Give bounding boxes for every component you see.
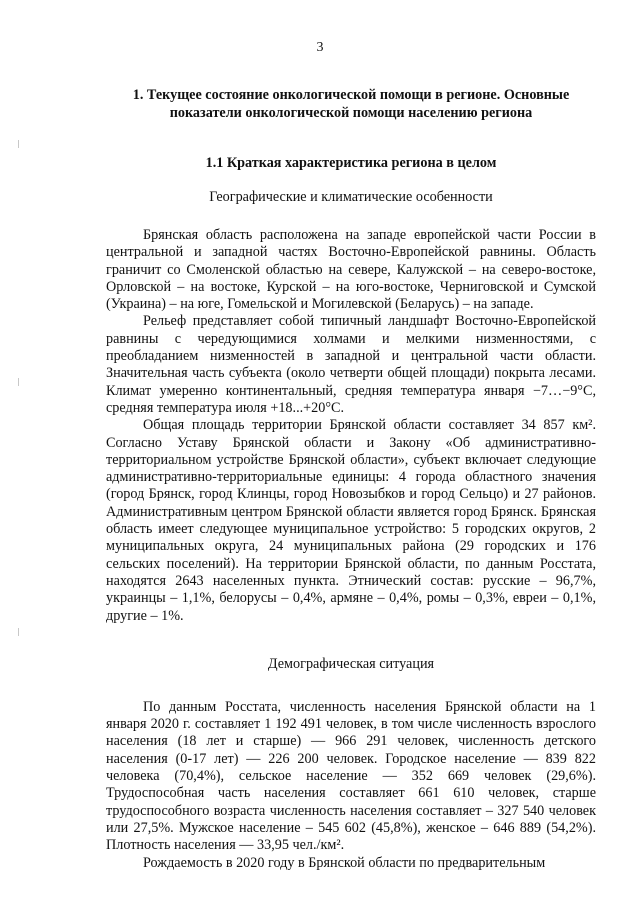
page-number: 3 — [316, 40, 324, 55]
subsection-title: 1.1 Краткая характеристика региона в целом — [205, 155, 497, 171]
geo-heading: Географические и климатические особенности — [209, 189, 493, 205]
geo-paragraph-3: Общая площадь территории Брянской области составляет 34 857 км². Согласно Уставу Брянской области и Закону «Об административно-территориальном устройстве Брянской области», субъект включает следующие административно-территориальные единицы: 4 города областного значения (город Брянск, город Клинцы, город Новозыбков и город Сельцо) и 27 районов. Административным центром Брянской области является город Брянск. Брянская область имеет следующее муниципальное устройство: 5 городских округов, 2 муниципальных округа, 24 муниципальных района (29 городских и 176 сельских поселений). На территории Брянской области, по данным Росстата, находятся 2643 населенных пункта. Этнический состав: русские – 96,7%, украинцы – 1,1%, белорусы – 0,4%, армяне – 0,4%, ромы – 0,3%, евреи – 0,1%, другие – 1%. — [106, 417, 596, 624]
demo-heading: Демографическая ситуация — [267, 655, 435, 672]
section-title: 1. Текущее состояние онкологической помощи в регионе. Основные показатели онкологической помощи населению региона — [132, 87, 570, 121]
demo-paragraph-2: Рождаемость в 2020 году в Брянской области по предварительным — [143, 854, 546, 871]
geo-paragraph-1: Брянская область расположена на западе европейской части России в центральной и западной частях Восточно-Европейской равнины. Область граничит со Смоленской областью на севере, Калужской – на северо-востоке, Орловской – на востоке, Курской – на юго-востоке, Черниговской и Сумской (Украина) – на юге, Гомельской и Могилевской (Беларусь) – на западе. — [106, 227, 596, 313]
margin-mark — [18, 378, 19, 386]
geo-paragraph-2: Рельеф представляет собой типичный ландшафт Восточно-Европейской равнины с чередующимися холмами и мелкими низменностями, с преобладанием низменностей в западной и центральной части области. Значительная часть субъекта (около четверти общей площади) покрыта лесами. Климат умеренно континентальный, средняя температура января −7…−9°C, средняя температура июля +18...+20°C. — [106, 313, 596, 416]
margin-mark — [18, 140, 19, 148]
demo-paragraph-1: По данным Росстата, численность населения Брянской области на 1 января 2020 г. составляет 1 192 491 человек, в том числе численность взрослого населения (18 лет и старше) — 966 291 человек, численность детского населения (0-17 лет) — 226 200 человек. Городское население — 839 822 человека (70,4%), сельское население — 352 669 человек (29,6%). Трудоспособная часть населения составляет 661 610 человек, старше трудоспособного возраста численность населения составляет – 327 540 человек или 27,5%. Мужское население – 545 602 (45,8%), женское – 646 889 (54,2%). Плотность населения — 33,95 чел./км². — [106, 698, 596, 854]
margin-mark — [18, 628, 19, 636]
document-body — [106, 86, 596, 872]
